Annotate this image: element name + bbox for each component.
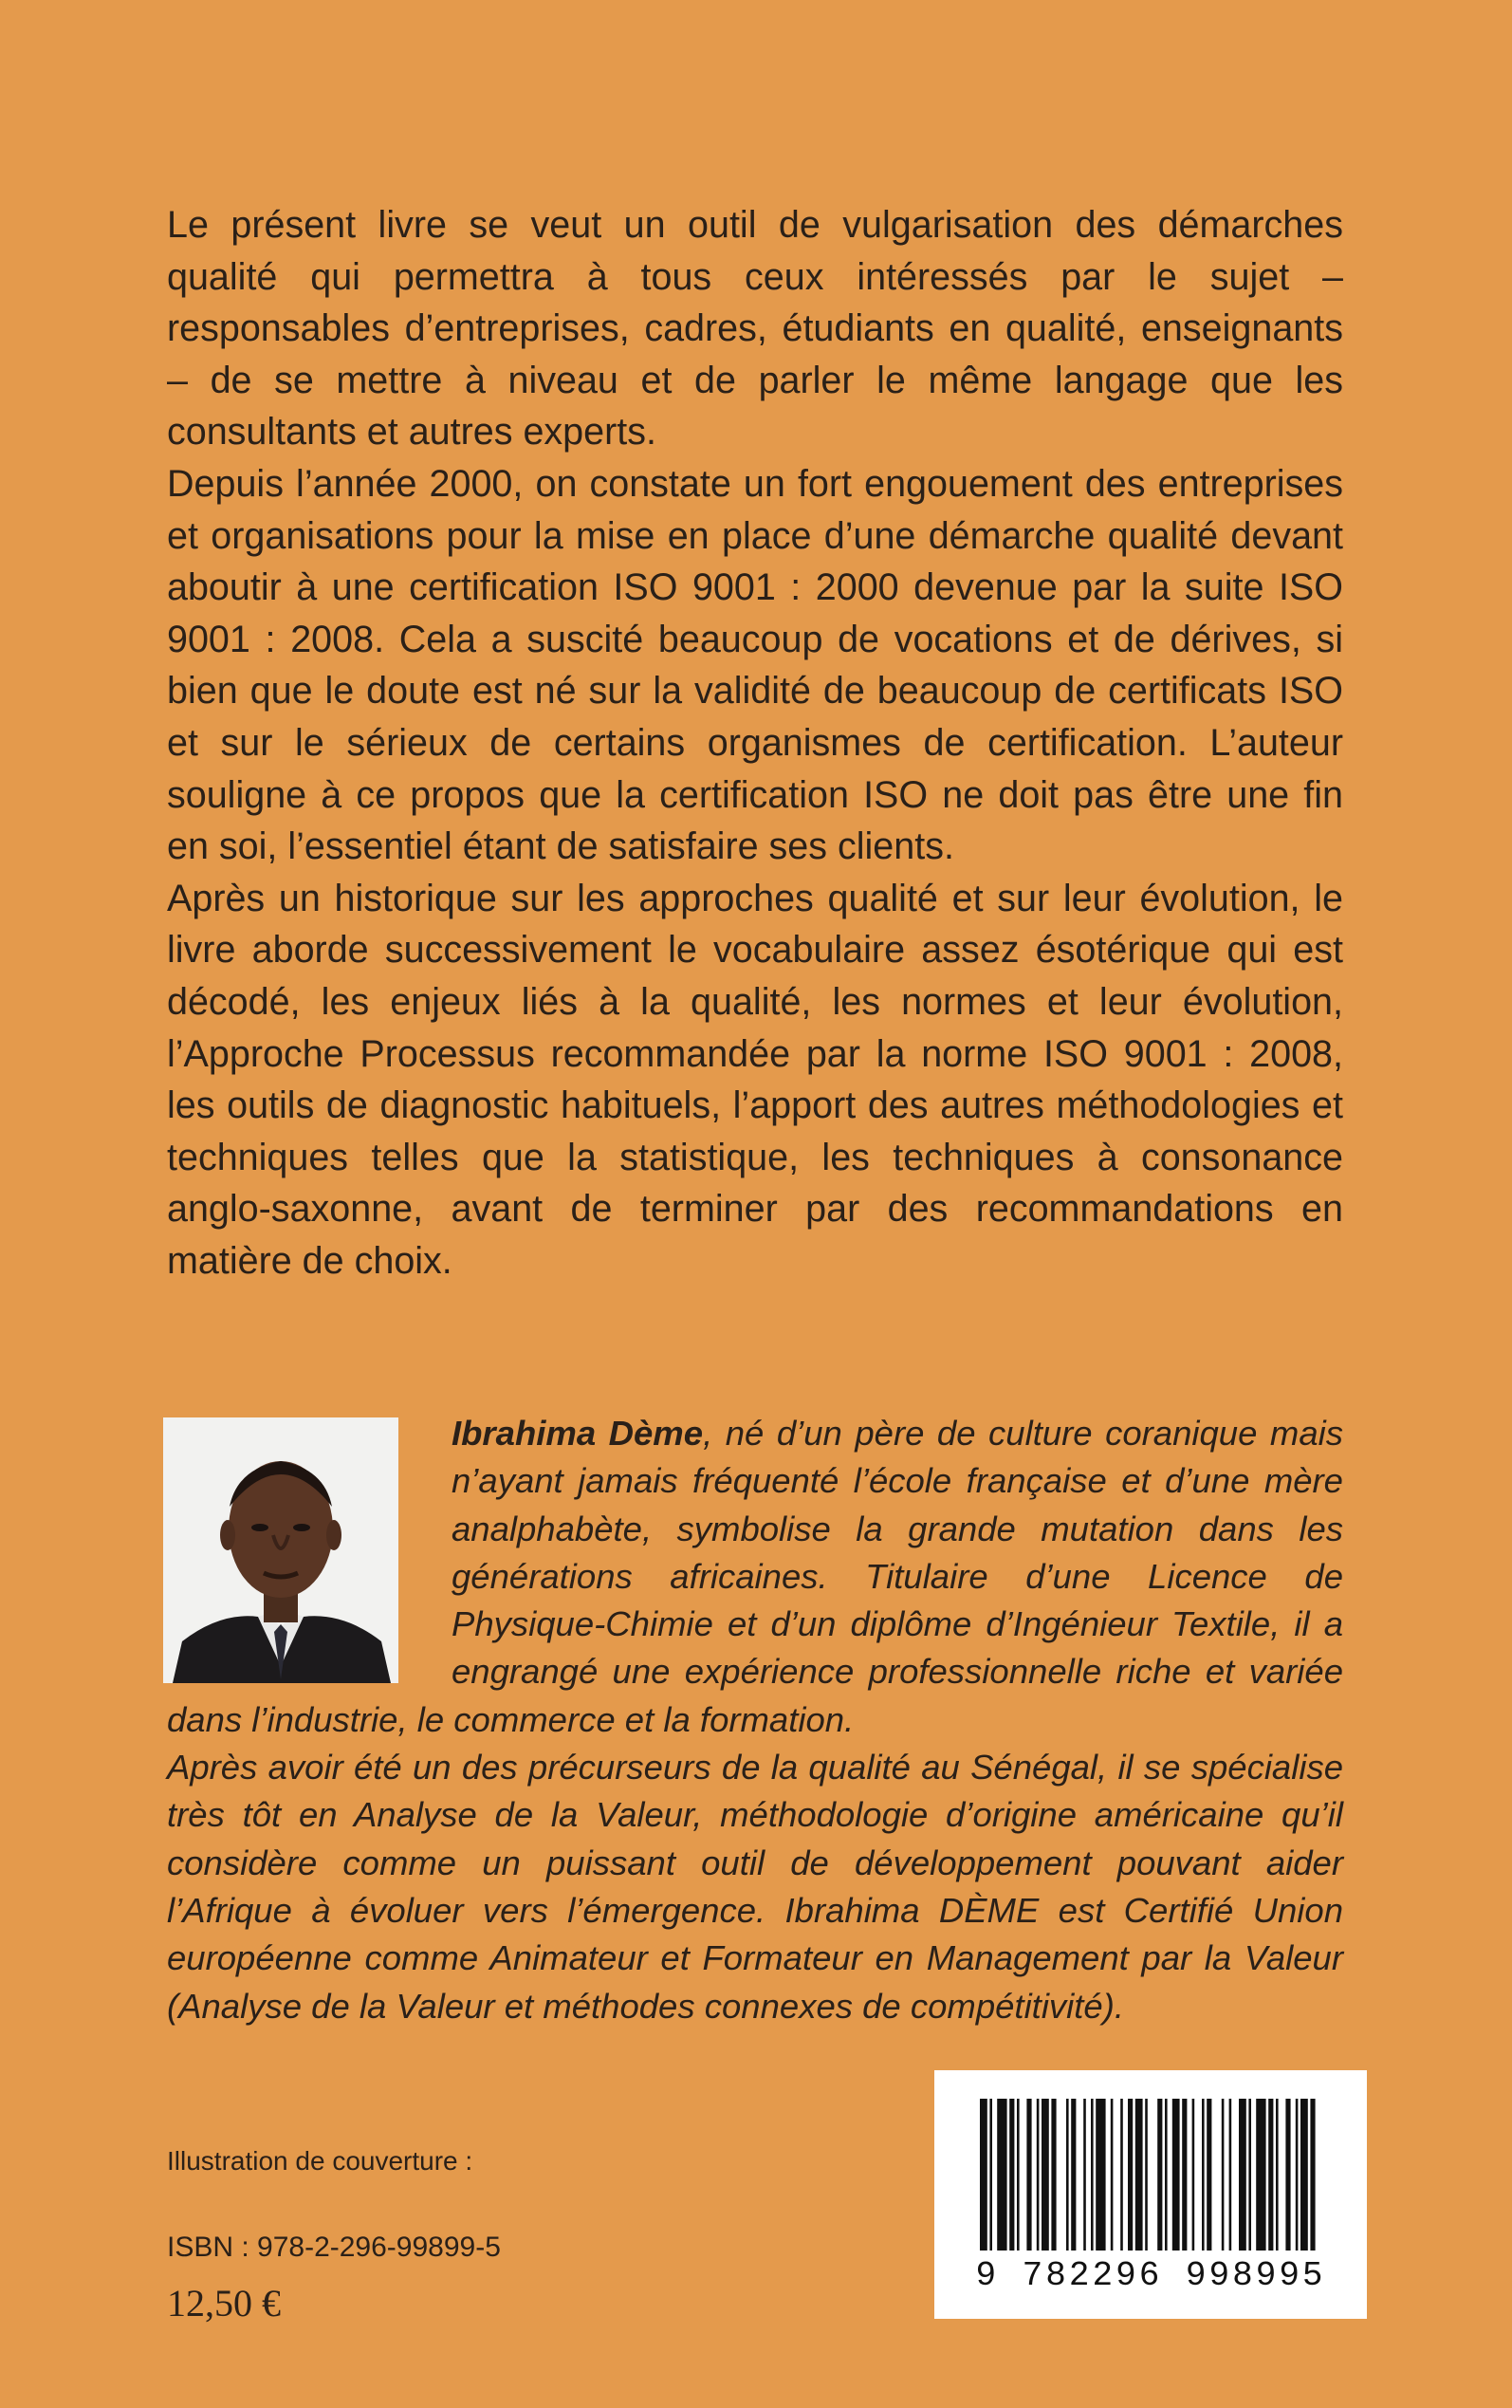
barcode-bar: [1066, 2099, 1069, 2251]
price: 12,50 €: [167, 2282, 281, 2325]
barcode-bars: [934, 2070, 1367, 2260]
barcode-bar: [1248, 2099, 1251, 2251]
author-bio: [167, 1410, 1343, 2030]
barcode-bar: [1135, 2099, 1143, 2251]
barcode-bar: [1083, 2099, 1086, 2251]
barcode-bar: [1071, 2099, 1076, 2251]
summary-paragraph: Après un historique sur les approches qualité et sur leur évolution, le livre aborde successivement le vocabulaire assez ésotérique qui est décodé, les enjeux liés à la qualité, les normes et leur évolution, l’Approche Processus recommandée par la norme ISO 9001 : 2008, les outils de diagnostic habituels, l’apport des autres méthodologies et techniques telles que la statistique, les techniques à consonance anglo-saxonne, avant de terminer par des recommandations en matière de choix.: [167, 877, 1343, 1282]
barcode-bar: [1207, 2099, 1211, 2251]
summary-paragraph: Depuis l’année 2000, on constate un fort engouement des entreprises et organisations pour la mise en place d’une démarche qualité devant aboutir à une certification ISO 9001 : 2000 devenue par la suite ISO 9001 : 2008. Cela a suscité beaucoup de vocations et de dérives, si bien que le doute est né sur la validité de beaucoup de certificats ISO et sur le sérieux de certains organismes de certification. L’auteur souligne à ce propos que la certification ISO ne doit pas être une fin en soi, l’essentiel étant de satisfaire ses clients.: [167, 462, 1343, 868]
barcode-bar: [1026, 2099, 1031, 2251]
barcode-bar: [1157, 2099, 1162, 2251]
barcode-bar: [1256, 2099, 1265, 2251]
illustration-credit: Illustration de couverture :: [167, 2146, 473, 2176]
barcode-bar: [1120, 2099, 1123, 2251]
barcode-bar: [1037, 2099, 1040, 2251]
barcode-bar: [997, 2099, 1006, 2251]
barcode-bar: [1300, 2099, 1308, 2251]
isbn: ISBN : 978-2-296-99899-5: [167, 2232, 501, 2263]
barcode-bar: [1222, 2099, 1225, 2251]
barcode-bar: [1182, 2099, 1187, 2251]
barcode-bar: [1128, 2099, 1133, 2251]
barcode-bar: [980, 2099, 987, 2251]
barcode-bar: [1091, 2099, 1094, 2251]
barcode-bar: [1239, 2099, 1246, 2251]
summary-paragraph: Le présent livre se veut un outil de vulgarisation des démarches qualité qui permettra à tous ceux intéressés par le sujet – responsables d’entreprises, cadres, étudiants en qualité, enseignants – de se mettre à niveau et de parler le même langage que les consultants et autres experts.: [167, 204, 1343, 454]
barcode-bar: [1111, 2099, 1114, 2251]
barcode-bar: [1276, 2099, 1279, 2251]
barcode-bar: [1009, 2099, 1014, 2251]
barcode-bar: [1165, 2099, 1168, 2251]
barcode-bar: [1192, 2099, 1195, 2251]
barcode-bar: [1017, 2099, 1020, 2251]
barcode: [934, 2070, 1367, 2319]
barcode-bar: [1310, 2099, 1315, 2251]
barcode-bar: [1096, 2099, 1105, 2251]
barcode-bar: [989, 2099, 992, 2251]
back-cover-summary: [167, 199, 1343, 1287]
barcode-bar: [1285, 2099, 1290, 2251]
author-bio-text: , né d’un père de culture coranique mais n’ayant jamais fréquenté l’école française et d’une mère analphabète, symbolise la grande mutation dans les générations africaines. Titulaire d’une Licence de Physique-Chimie et d’un diplôme d’Ingénieur Textile, il a engrangé une expérience professionnelle riche et variée dans l’industrie, le commerce et la formation.: [167, 1414, 1343, 1739]
barcode-bar: [1042, 2099, 1049, 2251]
author-bio-second: Après avoir été un des précurseurs de la qualité au Sénégal, il se spécialise très tôt en Analyse de la Valeur, méthodologie d’origine américaine qu’il considère comme un puissant outil de développement pouvant aider l’Afrique à évoluer vers l’émergence. Ibrahima DÈME est Certifié Union européenne comme Animateur et Formateur en Management par la Valeur (Analyse de la Valeur et méthodes connexes de compétitivité).: [167, 1748, 1343, 2026]
barcode-digits: 9 782296 998995: [975, 2256, 1326, 2295]
barcode-bar: [1268, 2099, 1273, 2251]
barcode-bar: [1145, 2099, 1148, 2251]
author-name: Ibrahima Dème: [452, 1414, 704, 1453]
barcode-bar: [1051, 2099, 1056, 2251]
barcode-bar: [1172, 2099, 1180, 2251]
barcode-bar: [1296, 2099, 1299, 2251]
barcode-bar: [1229, 2099, 1232, 2251]
barcode-bar: [1202, 2099, 1205, 2251]
